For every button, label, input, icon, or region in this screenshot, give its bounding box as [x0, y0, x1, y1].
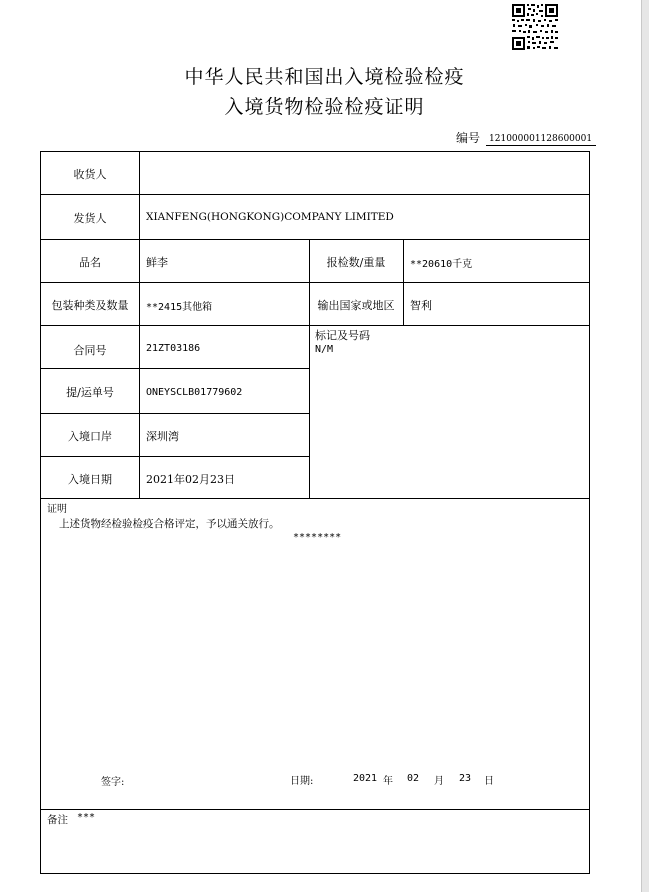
qr-code-icon	[511, 3, 559, 51]
remarks-value: ***	[77, 812, 96, 823]
port-label: 入境口岸	[68, 430, 112, 443]
serial-number: 121000001128600001	[486, 134, 596, 146]
row-divider	[41, 413, 309, 414]
serial-number-block	[456, 129, 596, 146]
certificate-text: 上述货物经检验检疫合格评定，予以通关放行。	[59, 518, 280, 530]
row-divider	[41, 325, 589, 326]
bl-value: ONEYSCLB01779602	[146, 387, 243, 398]
serial-label: 编号	[456, 131, 481, 145]
date-label: 入境日期	[68, 473, 112, 486]
origin-value: 智利	[410, 299, 432, 312]
quantity-label: 报检数/重量	[326, 256, 386, 269]
row-divider	[41, 368, 309, 369]
row-divider	[41, 239, 589, 240]
product-label: 品名	[79, 256, 101, 269]
sign-year: 2021	[353, 773, 378, 784]
sign-label: 签字:	[101, 777, 125, 788]
contract-label: 合同号	[73, 344, 107, 357]
row-divider	[41, 498, 589, 499]
row-divider	[41, 194, 589, 195]
sign-month: 02	[407, 773, 420, 784]
remarks-label: 备注	[47, 814, 68, 826]
product-value: 鲜李	[146, 256, 168, 269]
sign-day: 23	[459, 773, 472, 784]
packing-value: **2415其他箱	[146, 302, 213, 313]
row-divider	[41, 456, 309, 457]
marks-value: N/M	[315, 344, 334, 355]
page-edge	[641, 0, 649, 892]
document-subtitle: 入境货物检验检疫证明	[224, 96, 425, 118]
sign-year-unit: 年	[383, 776, 393, 787]
consignor-label: 发货人	[73, 212, 107, 225]
row-divider	[41, 282, 589, 283]
consignor-value: XIANFENG(HONGKONG)COMPANY LIMITED	[146, 211, 394, 223]
certificate-table	[40, 151, 590, 874]
quantity-value: **20610千克	[410, 259, 473, 270]
certificate-label: 证明	[47, 504, 67, 515]
date-value: 2021年02月23日	[146, 473, 235, 486]
bl-label: 提/运单号	[66, 386, 114, 399]
marks-label: 标记及号码	[315, 329, 370, 342]
column-divider	[403, 239, 404, 325]
sign-month-unit: 月	[434, 776, 444, 787]
contract-value: 21ZT03186	[146, 343, 201, 354]
sign-day-unit: 日	[484, 776, 494, 787]
certificate-stars: ********	[293, 532, 342, 543]
document-title: 中华人民共和国出入境检验检疫	[184, 66, 465, 88]
port-value: 深圳湾	[146, 430, 179, 443]
row-divider	[41, 809, 589, 810]
sign-date-label: 日期:	[290, 776, 314, 787]
packing-label: 包装种类及数量	[51, 299, 129, 312]
origin-label: 输出国家或地区	[317, 299, 395, 312]
column-divider	[139, 152, 140, 498]
column-divider	[309, 239, 310, 498]
consignee-label: 收货人	[73, 168, 107, 181]
